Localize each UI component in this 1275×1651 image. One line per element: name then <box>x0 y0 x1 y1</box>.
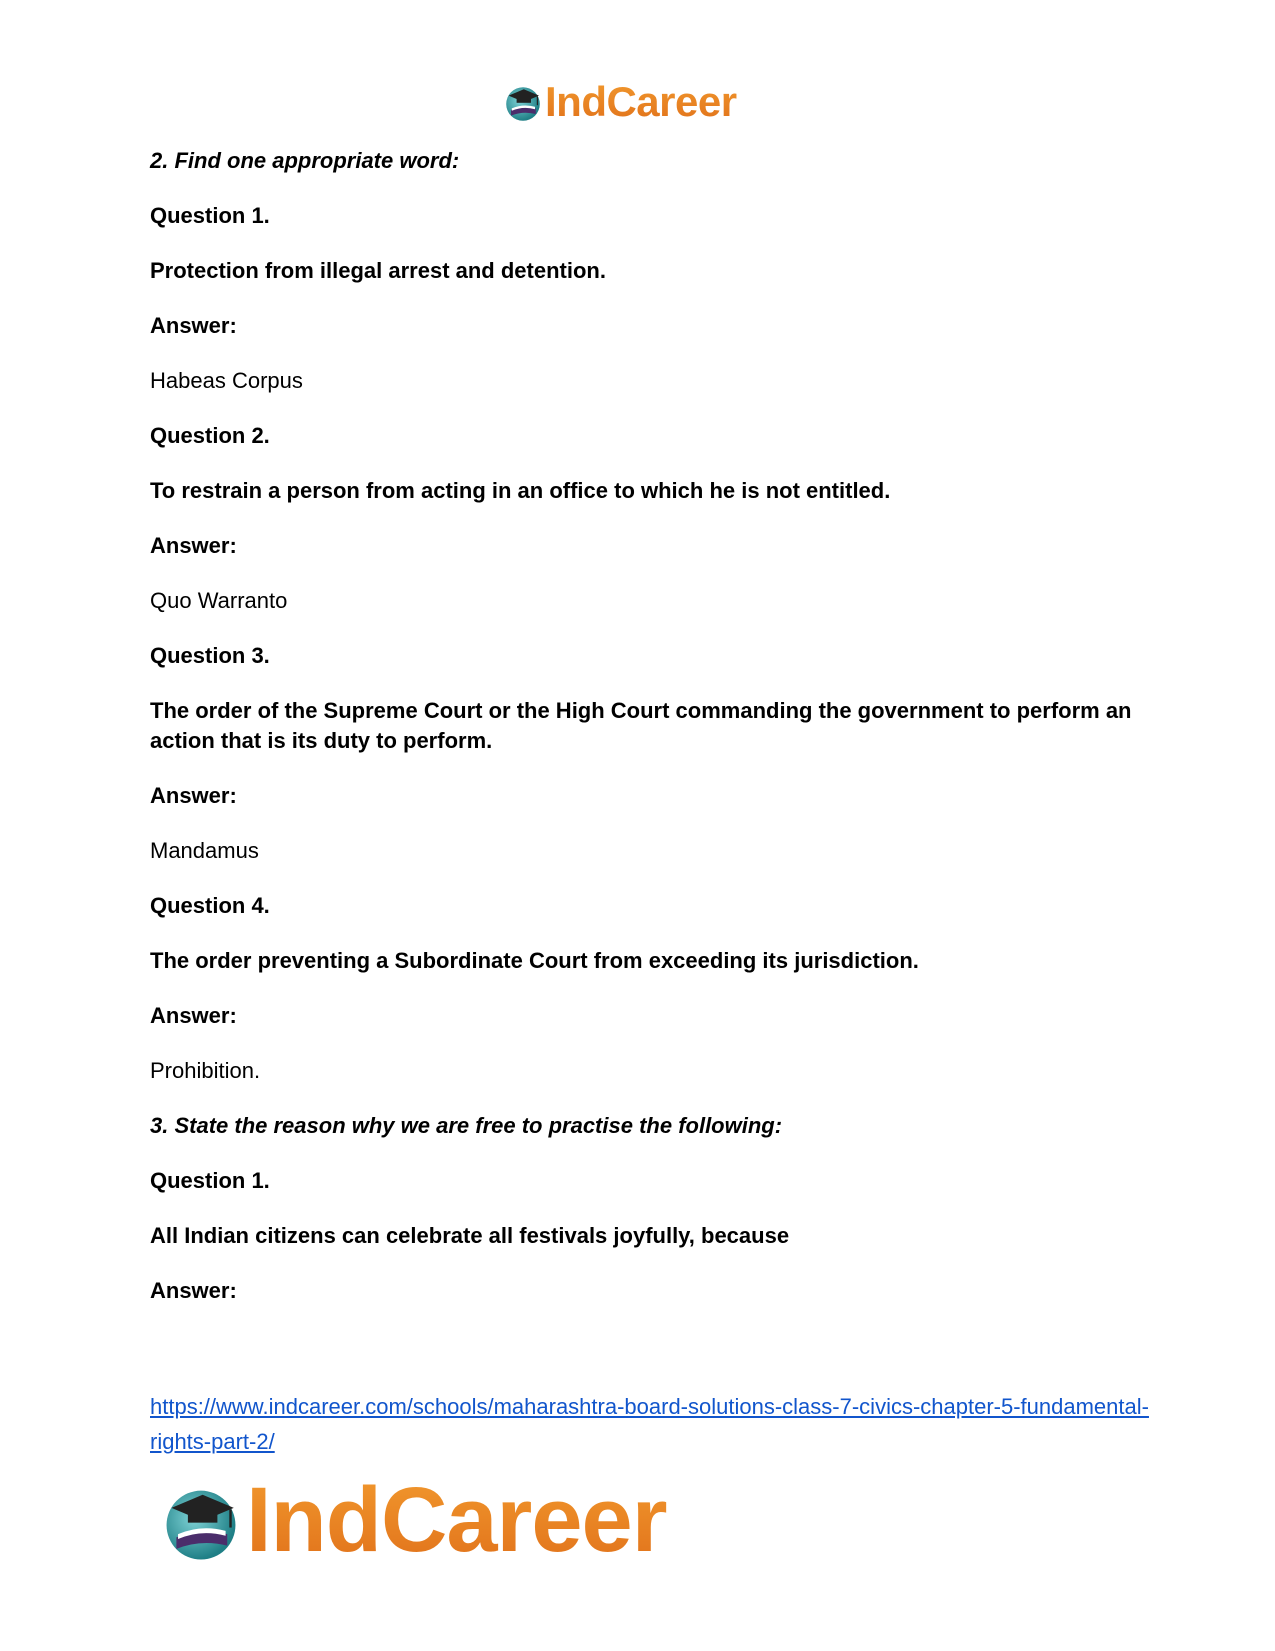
question-label: Question 2. <box>150 423 270 448</box>
answer-text: Mandamus <box>150 838 259 863</box>
section-heading: 2. Find one appropriate word: <box>150 148 460 173</box>
header-logo-text: IndCareer <box>545 78 737 125</box>
question-text: To restrain a person from acting in an office to which he is not entitled. <box>150 478 891 503</box>
answer-text: Prohibition. <box>150 1058 261 1083</box>
footer-logo <box>160 1468 667 1573</box>
header-logo <box>503 78 737 126</box>
section-heading: 3. State the reason why we are free to practise the following: <box>150 1113 783 1138</box>
question-text: The order preventing a Subordinate Court from exceeding its jurisdiction. <box>150 948 919 973</box>
answer-label: Answer: <box>150 783 237 808</box>
question-label: Question 4. <box>150 893 270 918</box>
answer-label: Answer: <box>150 313 237 338</box>
graduation-cap-book-globe-icon <box>160 1480 242 1562</box>
answer-text: Quo Warranto <box>150 588 288 613</box>
question-label: Question 3. <box>150 643 270 668</box>
answer-text: Habeas Corpus <box>150 368 303 393</box>
footer-logo-text: IndCareer <box>246 1469 667 1571</box>
question-label: Question 1. <box>150 203 270 228</box>
question-text: The order of the Supreme Court or the High Court commanding the government to perform an action that is its duty to perform. <box>150 698 1132 753</box>
answer-label: Answer: <box>150 533 237 558</box>
question-text: Protection from illegal arrest and detention. <box>150 258 606 283</box>
question-text: All Indian citizens can celebrate all festivals joyfully, because <box>150 1223 790 1248</box>
answer-label: Answer: <box>150 1278 237 1303</box>
document-body <box>150 146 1135 1331</box>
graduation-cap-book-globe-icon <box>503 82 543 122</box>
answer-label: Answer: <box>150 1003 237 1028</box>
question-label: Question 1. <box>150 1168 270 1193</box>
source-link[interactable]: https://www.indcareer.com/schools/maharashtra-board-solutions-class-7-civics-chapter-5-fundamental-rights-part-2/ <box>150 1394 1149 1454</box>
